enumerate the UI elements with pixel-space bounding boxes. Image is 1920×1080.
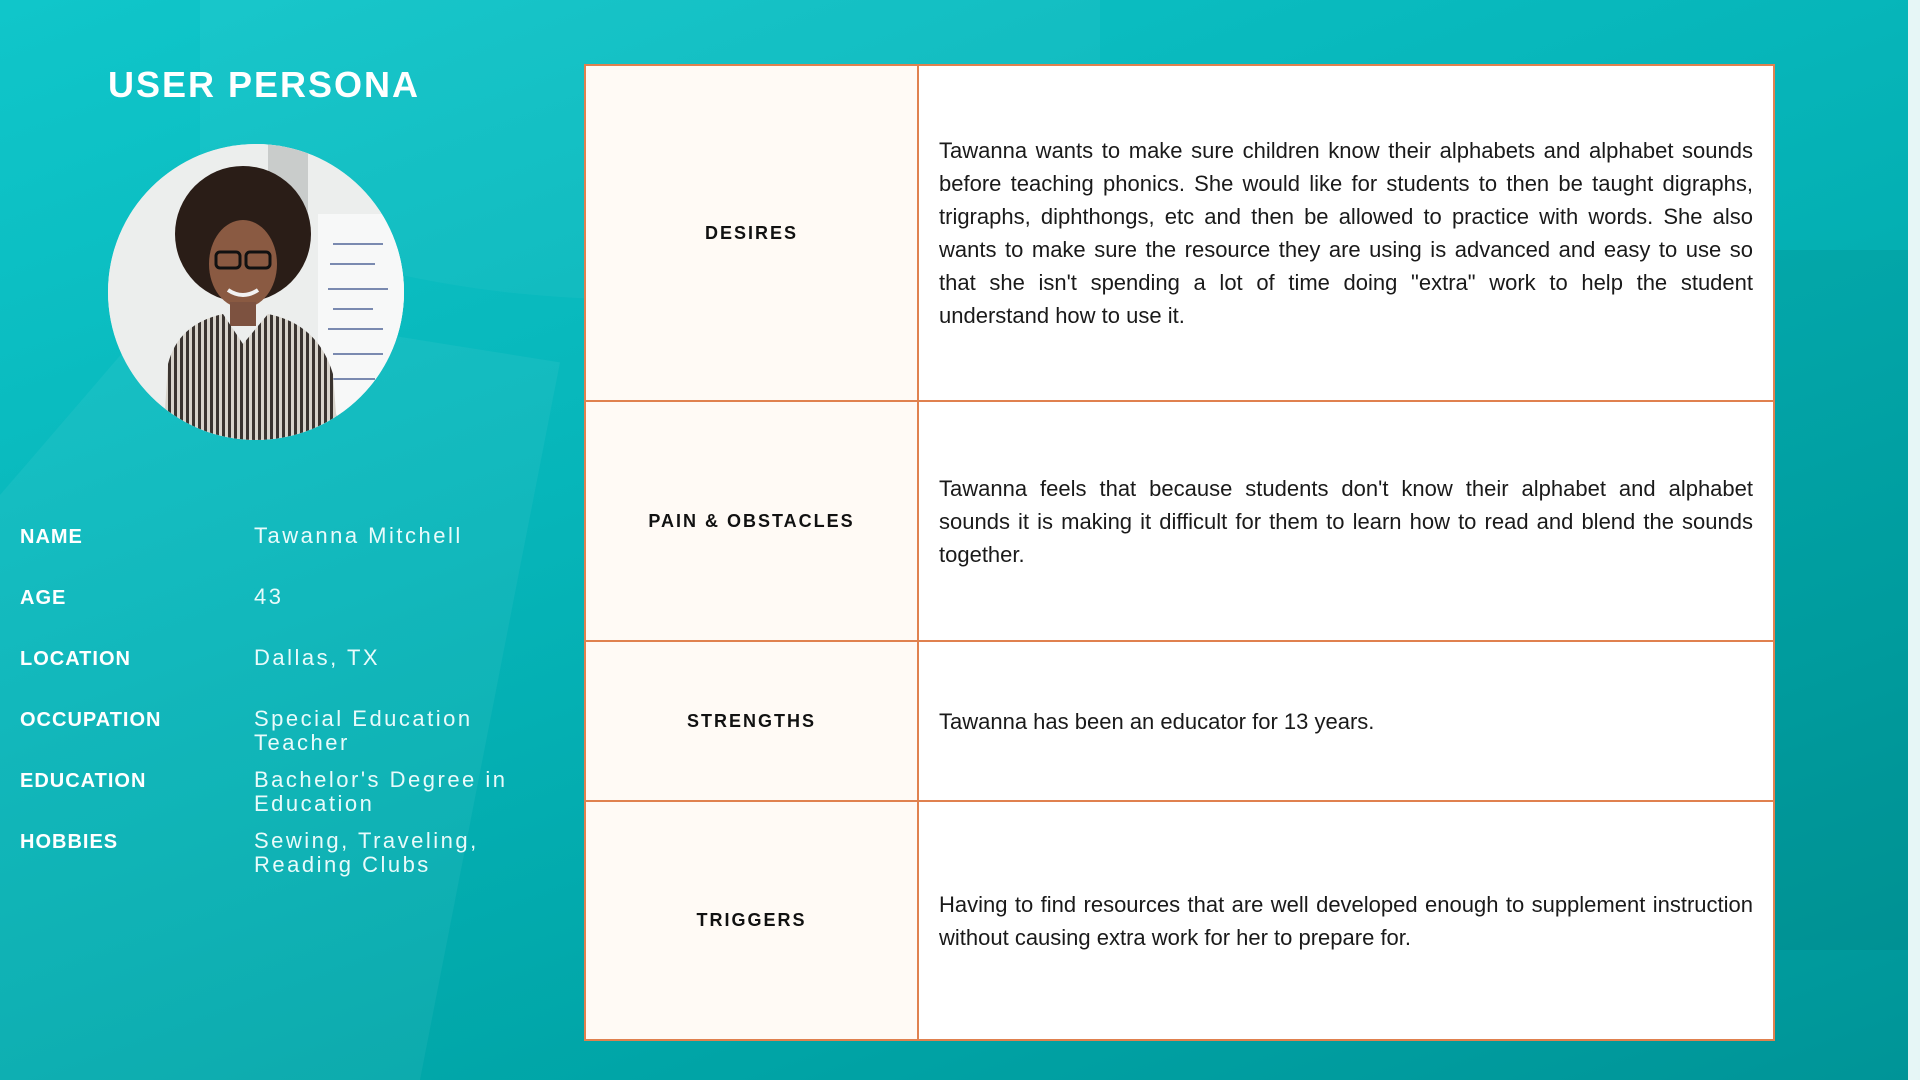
persona-photo-icon: [108, 144, 404, 440]
row-label: PAIN & OBSTACLES: [586, 402, 919, 640]
table-row-desires: [586, 66, 1773, 402]
profile-value: Special Education Teacher: [254, 706, 473, 755]
profile-label: EDUCATION: [20, 770, 147, 792]
profile-row-hobbies: [20, 829, 540, 890]
row-text: Tawanna has been an educator for 13 years.: [939, 708, 1375, 734]
page-title: USER PERSONA: [108, 64, 421, 105]
profile-value: Bachelor's Degree in Education: [254, 767, 508, 816]
profile-row-location: [20, 646, 540, 707]
row-text: Tawanna wants to make sure children know their alphabets and alphabet sounds before teaching phonics. She would like for students to then be taught digraphs, trigraphs, diphthongs, etc and then be allowed to practice with words. She also wants to make sure the resource they are using is advanced and easy to use so that she isn't spending a lot of time doing "extra" work to help the student understand how to use it.: [939, 138, 1753, 328]
table-row-triggers: [586, 802, 1773, 1039]
profile-label: OCCUPATION: [20, 709, 162, 731]
profile-value: 43: [254, 584, 284, 609]
profile-value: Tawanna Mitchell: [254, 523, 463, 548]
row-label: TRIGGERS: [586, 802, 919, 1039]
table-row-pain-obstacles: [586, 402, 1773, 642]
profile-row-occupation: [20, 707, 540, 768]
row-label: DESIRES: [586, 66, 919, 400]
profile-label: NAME: [20, 526, 83, 548]
row-label: STRENGTHS: [586, 642, 919, 800]
profile-details: [20, 524, 540, 890]
table-row-strengths: [586, 642, 1773, 802]
right-edge-strip: [1908, 0, 1920, 1080]
profile-label: HOBBIES: [20, 831, 119, 853]
row-text: Having to find resources that are well developed enough to supplement instruction without causing extra work for her to prepare for.: [939, 891, 1753, 950]
persona-photo: [108, 144, 404, 440]
profile-row-age: [20, 585, 540, 646]
persona-table: [584, 64, 1775, 1041]
profile-label: AGE: [20, 587, 67, 609]
profile-value: Dallas, TX: [254, 645, 381, 670]
profile-value: Sewing, Traveling, Reading Clubs: [254, 828, 479, 877]
row-text: Tawanna feels that because students don't know their alphabet and alphabet sounds it is making it difficult for them to learn how to read and blend the sounds together.: [939, 475, 1753, 567]
profile-row-name: [20, 524, 540, 585]
profile-row-education: [20, 768, 540, 829]
profile-label: LOCATION: [20, 648, 131, 670]
